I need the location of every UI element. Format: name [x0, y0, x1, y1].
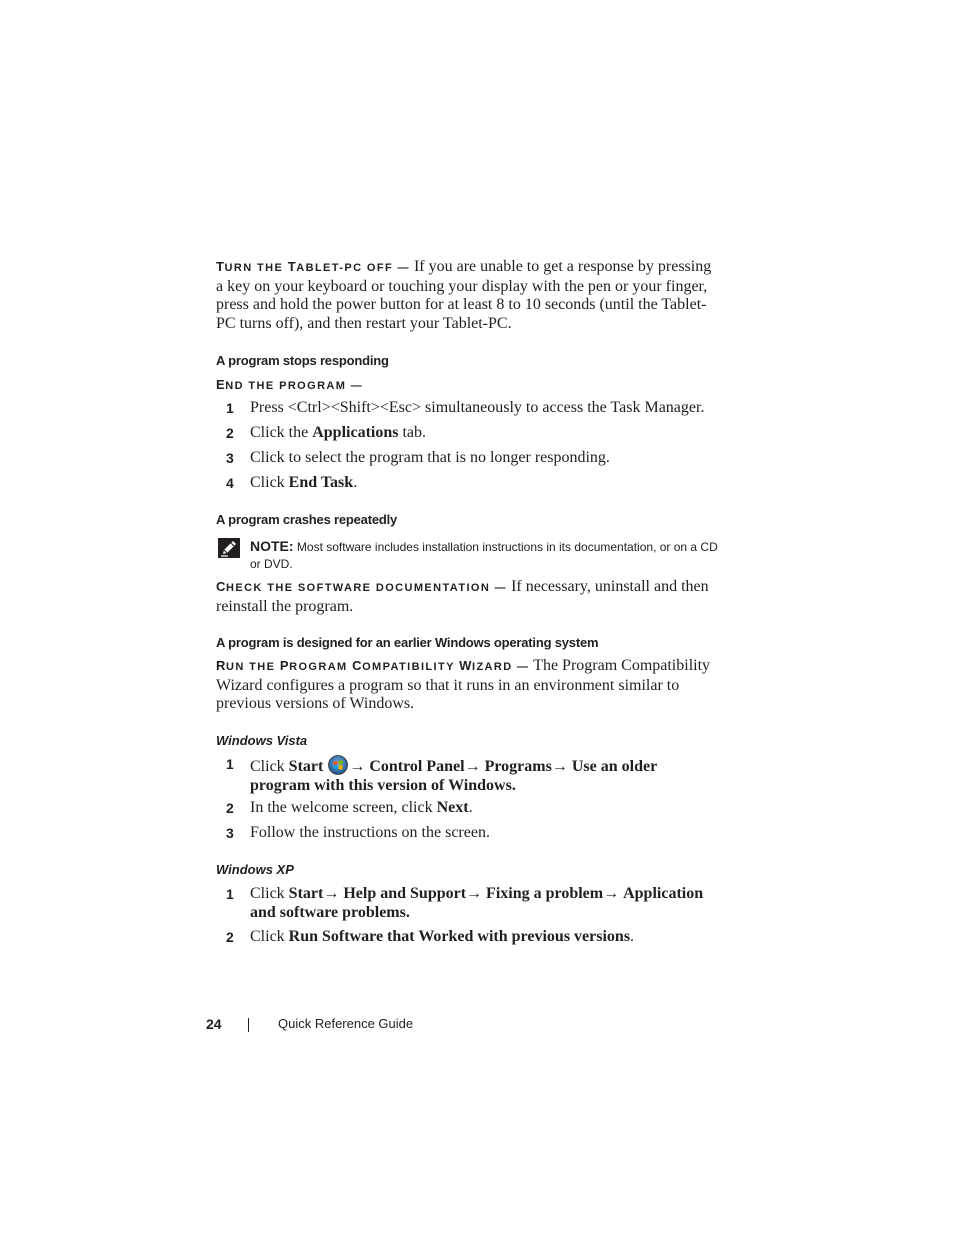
heading-earlier-windows: A program is designed for an earlier Windows operating system	[216, 635, 599, 650]
end-program-runin: END THE PROGRAM —	[216, 377, 364, 392]
note-pencil-icon	[218, 538, 240, 558]
compatibility-wizard-paragraph: RUN THE PROGRAM COMPATIBILITY WIZARD — The Program Compatibility Wizard configures a program so that it runs in an environment similar to previous versions of Windows.	[216, 657, 711, 713]
check-software-paragraph: CHECK THE SOFTWARE DOCUMENTATION — If necessary, uninstall and then reinstall the program.	[216, 578, 709, 615]
subheading-windows-vista: Windows Vista	[216, 733, 308, 748]
tablet-off-text: If you are unable to get a response by pressing a key on your keyboard or touching your display with the pen or your finger, press and hold the power button for at least 8 to 10 seconds (until the Tablet-PC turns off), and then restart your Tablet-PC.	[216, 258, 712, 333]
heading-stops-responding: A program stops responding	[216, 353, 389, 368]
footer-guide-title: Quick Reference Guide	[278, 1016, 414, 1031]
footer-separator	[248, 1018, 249, 1032]
tablet-off-paragraph	[216, 258, 718, 334]
heading-crashes-repeatedly: A program crashes repeatedly	[216, 512, 398, 527]
document-page: TURN THE TABLET-PC OFF — If you are unable to get a response by pressing a key on your keyboard or touching your display with the pen or your finger, press and hold the power button for at least 8 to 10 seconds (until the Tablet-PC turns off), and then restart your Tablet-PC. A program stops responding END THE PROGRAM — 1 Press <Ctrl><Shift><Esc> simultaneously to access the Task Manager. 2 Click the Applications tab. 3 Click to select the program that is no longer responding. 4 Click End Task. A program crashes repeatedly NOTE: Most software includes installation instructions in its documentation, or on a CD or DVD. CHECK THE SOFTWARE DOCUMENTATION — If necessary, uninstall and then reinstall the program. A program is designed for an earlier Windows operating system RUN THE PROGRAM COMPATIBILITY WIZARD — The Program Compatibility Wizard configures a program so that it runs in an environment similar to previous versions of Windows. Windows Vista 1 Click Start → Control Panel→ Programs→ Use an older program with this version of Windows. 2 In the welcome screen, click Next. 3 Follow the instructions on the screen. Windows XP 1 Click Start→ Help and Support→ Fixing a problem→ Application and software problems. 2 Click Run Software that Worked with previous versions. 24 Quick Reference Guide	[206, 258, 718, 1032]
note-text: NOTE: Most software includes installation instructions in its documentation, or on a CD or DVD.	[250, 538, 718, 571]
windows-start-orb-icon	[328, 755, 348, 775]
page-number: 24	[206, 1016, 222, 1032]
subheading-windows-xp: Windows XP	[216, 862, 294, 877]
tablet-off-runin-title: TURN THE TABLET-PC OFF —	[216, 259, 410, 274]
